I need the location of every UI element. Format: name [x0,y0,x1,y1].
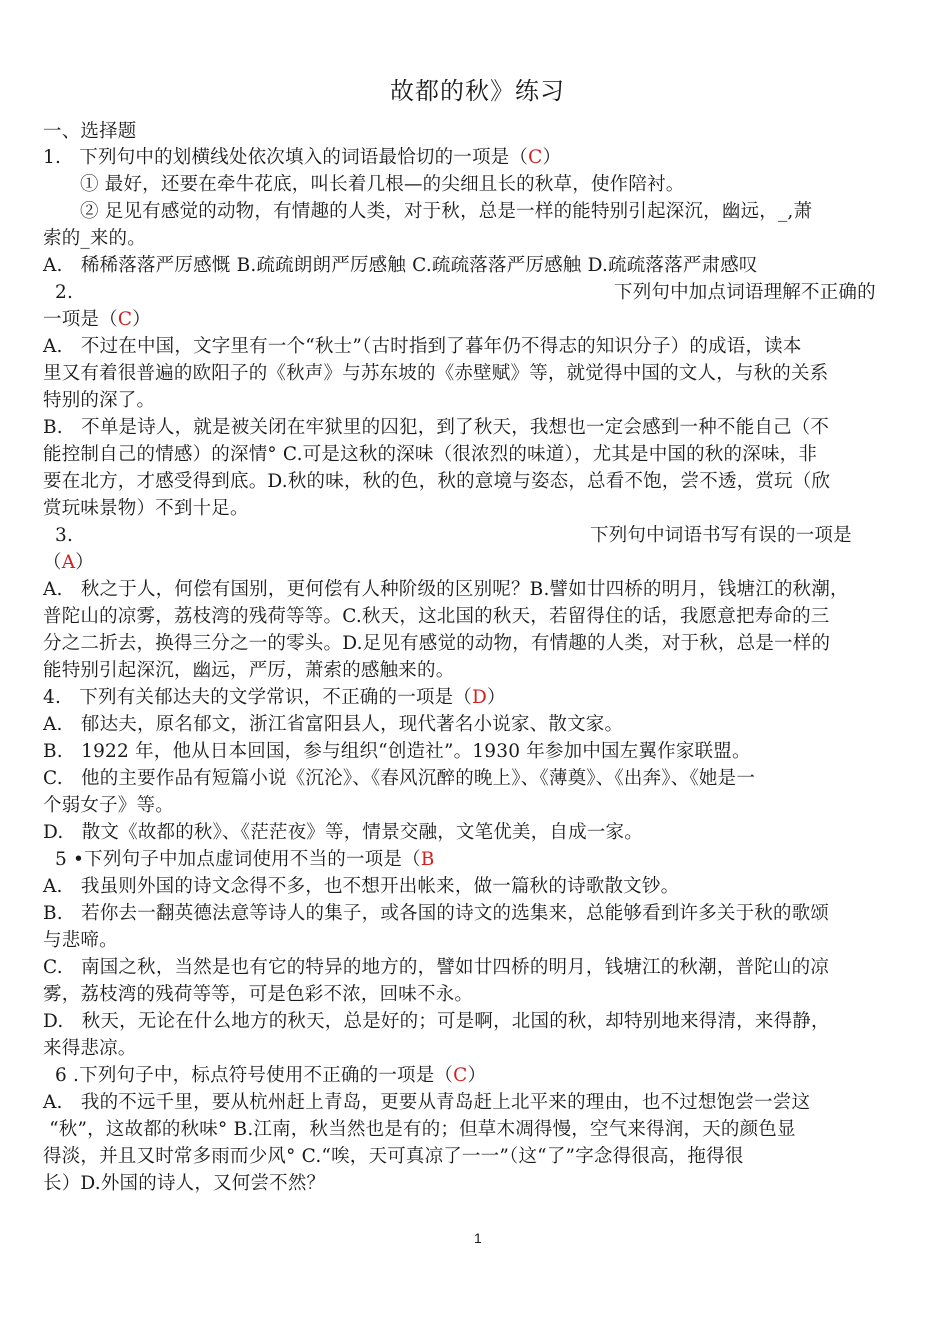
question-4-option: D. 散文《故都的秋》、《茫茫夜》等，情景交融，文笔优美，自成一家。 [43,822,643,843]
question-6-line: 得淡，并且又时常多雨而少风° C.“唉，天可真凉了一一”（这“了”字念得很高，拖得很 [43,1146,744,1167]
page-number: 1 [474,1230,482,1246]
section-heading: 一、选择题 [43,121,137,142]
question-4-answer: D [472,687,488,708]
question-6-line: 长）D.外国的诗人，又何尝不然？ [43,1173,326,1194]
question-6-close: ） [467,1065,487,1086]
question-2-number: 2. [55,282,74,303]
question-1-text: 1. 下列句中的划横线处依次填入的词语最恰切的一项是（ [43,147,529,168]
question-3-line: 普陀山的凉雾，荔枝湾的残荷等等。C.秋天，这北国的秋天，若留得住的话，我愿意把寿命的三 [43,606,830,627]
question-4-close: ） [487,687,506,708]
question-4-option: A. 郁达夫，原名郁文，浙江省富阳县人，现代著名小说家、散文家。 [43,714,624,735]
question-1-answer: C [528,147,543,168]
question-1-sentence-2: ② 足见有感觉的动物，有情趣的人类，对于秋，总是一样的能特别引起深沉，幽远，_,萧 [80,201,813,222]
question-3-answer: A [61,552,76,573]
question-2-stem: 下列句中加点词语理解不正确的 [614,282,876,303]
question-6-text: 6 .下列句子中，标点符号使用不正确的一项是（ [55,1065,454,1086]
question-5-line: 与悲啼。 [43,930,118,951]
question-5-line: 雾，荔枝湾的残荷等等，可是色彩不浓，回味不永。 [43,984,474,1005]
question-3-stem: 下列句中词语书写有误的一项是 [590,525,852,546]
question-3-answer-line [43,551,94,575]
question-5-text: 5 •下列句子中加点虚词使用不当的一项是（ [55,849,421,870]
question-5-line: C. 南国之秋，当然是也有它的特异的地方的，譬如廿四桥的明月，钱塘江的秋潮，普陀山的凉 [43,957,830,978]
question-3-close: ） [75,552,94,573]
question-2-stem-cont [43,308,151,332]
question-4-stem [43,686,506,710]
question-2-line: 能控制自己的情感）的深情° C.可是这秋的深味（很浓烈的味道），尤其是中国的秋的深味，非 [43,444,818,465]
question-2-text: 一项是（ [43,309,118,330]
question-3-line: 分之二折去，换得三分之一的零头。D.足见有感觉的动物，有情趣的人类，对于秋，总是一样的 [43,633,831,654]
question-2-line: 要在北方，才感受得到底。D.秋的味，秋的色，秋的意境与姿态，总看不饱，尝不透，赏玩（欣 [43,471,831,492]
question-3-open: （ [43,552,62,573]
question-4-option: C. 他的主要作品有短篇小说《沉沦》、《春风沉醉的晚上》、《薄奠》、《出奔》、《她是一 [43,768,756,789]
question-3-line: A. 秋之于人，何偿有国别，更何偿有人种阶级的区别呢？B.譬如廿四桥的明月，钱塘江的秋潮， [43,579,849,600]
question-1-sentence-2-cont: 索的_来的。 [43,228,146,249]
question-5-answer: B [420,849,435,870]
question-5-line: 来得悲凉。 [43,1038,137,1059]
question-2-line: 赏玩味景物）不到十足。 [43,498,249,519]
question-2-line: 里又有着很普遍的欧阳子的《秋声》与苏东坡的《赤壁赋》等，就觉得中国的文人，与秋的关系 [43,363,829,384]
question-5-line: B. 若你去一翻英德法意等诗人的集子，或各国的诗文的选集来，总能够看到许多关于秋的歌颂 [43,903,830,924]
question-3-number: 3. [55,525,74,546]
question-3-line: 能特别引起深沉，幽远，严厉，萧索的感触来的。 [43,660,455,681]
question-2-answer: C [117,309,133,330]
question-5-line: A. 我虽则外国的诗文念得不多，也不想开出帐来，做一篇秋的诗歌散文钞。 [43,876,680,897]
question-1-stem [43,146,561,170]
question-5-line: D. 秋天，无论在什么地方的秋天，总是好的；可是啊，北国的秋，却特别地来得清，来得静， [43,1011,830,1032]
question-1-sentence-1: ① 最好，还要在牵牛花底，叫长着几根—的尖细且长的秋草，使作陪衬。 [80,174,685,195]
question-4-option: B. 1922 年，他从日本回国，参与组织“创造社”。1930 年参加中国左翼作家联盟。 [43,741,751,762]
question-6-stem [55,1064,486,1088]
question-5-stem [55,848,435,872]
question-1-close: ） [542,147,562,168]
question-2-line: B. 不单是诗人，就是被关闭在牢狱里的囚犯，到了秋天，我想也一定会感到一种不能自己（不 [43,417,830,438]
question-6-line: “秋”，这故都的秋味° B.江南，秋当然也是有的；但草木凋得慢，空气来得润，天的颜色显 [43,1119,796,1140]
question-2-line: 特别的深了。 [43,390,156,411]
question-1-options: A. 稀稀落落严厉感慨 B.疏疏朗朗严厉感触 C.疏疏落落严厉感触 D.疏疏落落严肃感叹 [43,255,758,276]
question-6-answer: C [453,1065,468,1086]
question-4-option-cont: 个弱女子》等。 [43,795,174,816]
question-6-line: A. 我的不远千里，要从杭州赶上青岛，更要从青岛赶上北平来的理由，也不过想饱尝一尝这 [43,1092,811,1113]
question-2-line: A. 不过在中国，文字里有一个“秋士”（古时指到了暮年仍不得志的知识分子）的成语，读本 [43,336,802,357]
question-4-text: 4. 下列有关郁达夫的文学常识，不正确的一项是（ [43,687,472,708]
question-2-close: ） [132,309,151,330]
document-title: 故都的秋》练习 [390,77,565,105]
